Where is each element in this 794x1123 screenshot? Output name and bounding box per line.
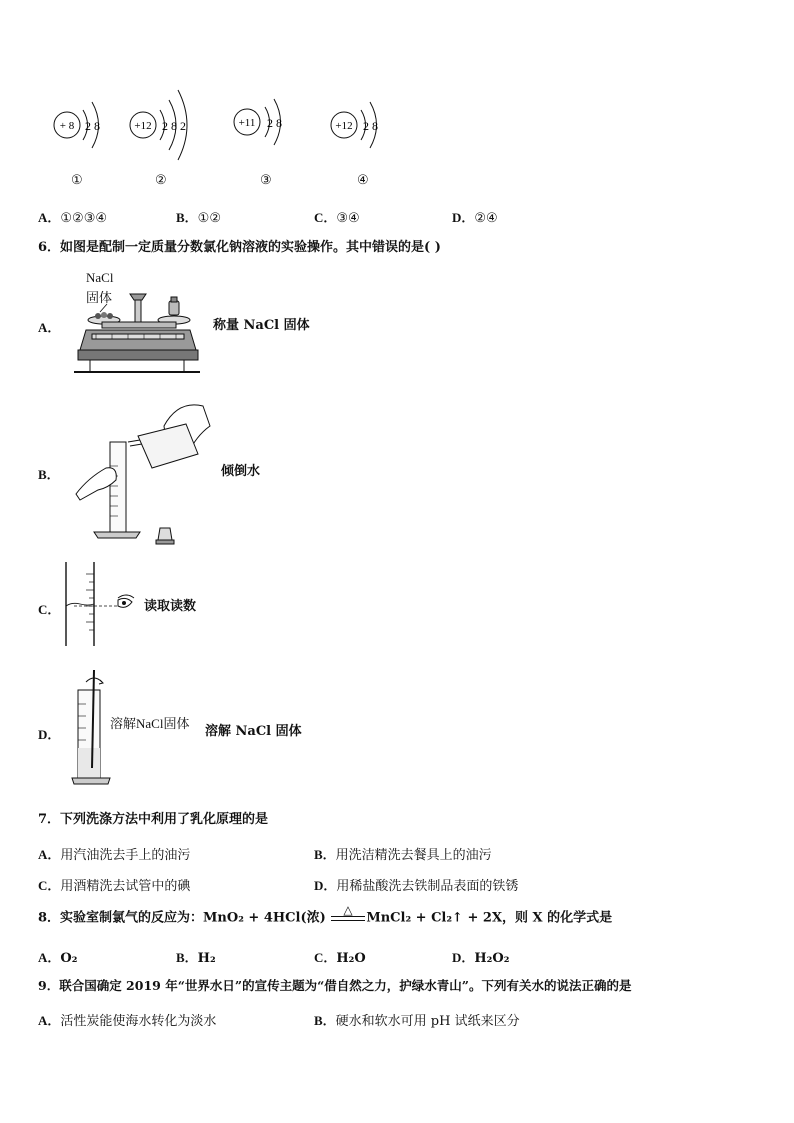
balance-icon bbox=[72, 268, 202, 376]
nacl-label: NaCl bbox=[86, 270, 114, 285]
q6-option-c-letter[interactable]: C． bbox=[38, 602, 61, 617]
q5-option-c[interactable]: C．③④ bbox=[314, 210, 360, 226]
q7-stem: 7．下列洗涤方法中利用了乳化原理的是 bbox=[38, 812, 269, 827]
q9-option-a[interactable]: A．活性炭能使海水转化为淡水 bbox=[38, 1013, 217, 1029]
atom-label-3: ③ bbox=[260, 173, 272, 188]
atom-1-shells: 2 8 bbox=[85, 119, 100, 133]
q6-option-d-letter[interactable]: D． bbox=[38, 727, 61, 742]
q7-option-b[interactable]: B．用洗洁精洗去餐具上的油污 bbox=[314, 847, 492, 863]
q8-stem bbox=[38, 903, 613, 927]
q6-c-caption: 读取读数 bbox=[144, 599, 197, 614]
atom-structure-3 bbox=[230, 78, 320, 168]
solid-label: 固体 bbox=[86, 291, 113, 306]
atom-2-nucleus: +12 bbox=[134, 120, 152, 132]
atom-structure-2 bbox=[128, 74, 228, 174]
atom-4-shells: 2 8 bbox=[363, 119, 378, 133]
atom-label-2: ② bbox=[155, 173, 167, 188]
atom-3-shells: 2 8 bbox=[267, 116, 282, 130]
q8-condition-arrow bbox=[331, 903, 365, 926]
q8-option-b[interactable]: B．H₂ bbox=[176, 950, 216, 966]
atom-4-nucleus: +12 bbox=[335, 120, 353, 132]
q6-d-caption: 溶解 NaCl 固体 bbox=[205, 724, 302, 739]
q8-products: MnCl₂ + Cl₂↑ + 2X，则 X 的化学式是 bbox=[366, 910, 613, 926]
q9-option-b[interactable]: B．硬水和软水可用 pH 试纸来区分 bbox=[314, 1013, 520, 1029]
reading-scale-figure bbox=[60, 562, 145, 648]
q8-reactants: MnO₂ + 4HCl(浓) bbox=[203, 910, 326, 926]
q8-option-a[interactable]: A．O₂ bbox=[38, 950, 78, 966]
q7-option-a[interactable]: A．用汽油洗去手上的油污 bbox=[38, 847, 191, 863]
atom-diagrams bbox=[40, 70, 460, 200]
q5-option-d[interactable]: D．②④ bbox=[452, 210, 498, 226]
q8-condition: △ bbox=[343, 903, 353, 917]
atom-label-4: ④ bbox=[357, 173, 369, 188]
dissolving-figure bbox=[70, 668, 114, 788]
q6-b-caption: 倾倒水 bbox=[221, 464, 261, 479]
q6-option-b-letter[interactable]: B． bbox=[38, 467, 60, 482]
pouring-water-figure bbox=[68, 396, 218, 546]
dissolve-fig-label: 溶解NaCl固体 bbox=[110, 716, 190, 731]
equals-sign bbox=[331, 916, 365, 921]
q8-stem-prefix: 8．实验室制氯气的反应为： bbox=[38, 910, 204, 926]
atom-structure-4 bbox=[328, 80, 418, 170]
atom-2-shells: 2 8 2 bbox=[162, 119, 186, 133]
atom-3-nucleus: +11 bbox=[238, 117, 256, 129]
atom-structure-1 bbox=[52, 80, 132, 170]
atom-1-nucleus: + 8 bbox=[59, 120, 75, 132]
q6-a-caption: 称量 NaCl 固体 bbox=[213, 318, 310, 333]
q8-option-d[interactable]: D．H₂O₂ bbox=[452, 950, 510, 966]
q5-option-a[interactable]: A．①②③④ bbox=[38, 210, 108, 226]
q6-option-a-letter[interactable]: A． bbox=[38, 320, 61, 335]
q6-stem: 6．如图是配制一定质量分数氯化钠溶液的实验操作。其中错误的是( ) bbox=[38, 240, 441, 255]
atom-label-1: ① bbox=[71, 173, 83, 188]
q7-option-c[interactable]: C．用酒精洗去试管中的碘 bbox=[38, 878, 191, 894]
balance-figure bbox=[72, 268, 202, 376]
q7-option-d[interactable]: D．用稀盐酸洗去铁制品表面的铁锈 bbox=[314, 878, 519, 894]
q8-option-c[interactable]: C．H₂O bbox=[314, 950, 366, 966]
q9-stem: 9．联合国确定 2019 年“世界水日”的宣传主题为“借自然之力，护绿水青山”。下列有关水的说法正确的是 bbox=[38, 978, 632, 993]
q5-option-b[interactable]: B．①② bbox=[176, 210, 221, 226]
